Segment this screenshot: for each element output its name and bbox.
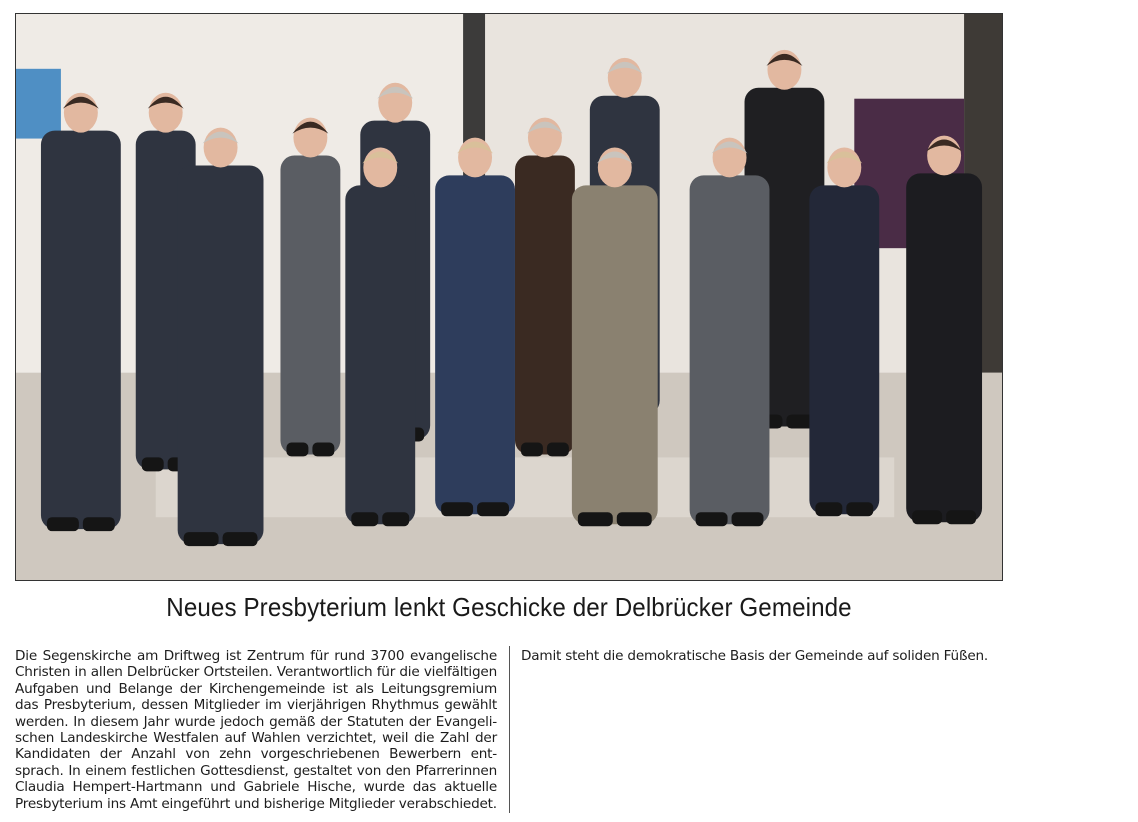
person-body (809, 185, 879, 514)
person-shoe (223, 532, 258, 546)
blue-banner (16, 69, 61, 139)
person-shoe (184, 532, 219, 546)
person-body (690, 175, 770, 524)
body-line: Claudia Hempert-Hartmann und Gabriele Hische, wurde das aktuelle (15, 779, 497, 796)
person-shoe (441, 502, 473, 516)
person-shoe (617, 512, 652, 526)
person-shoe (946, 510, 976, 524)
body-line: Aufgaben und Belange der Kirchengemeinde ist als Leitungsgremium (15, 680, 497, 697)
body-line: Presbyterium ins Amt eingeführt und bisherige Mitglieder verabschiedet. (15, 795, 497, 812)
person-shoe (477, 502, 509, 516)
article-body-column-2: Damit steht die demokratische Basis der Gemeinde auf soliden Füßen. (521, 648, 989, 664)
person-body (435, 175, 515, 514)
body-line: das Presbyterium, dessen Mitglieder im vierjährigen Rhythmus gewählt (15, 697, 497, 714)
step (156, 457, 895, 517)
person-body (515, 156, 575, 455)
person-body (280, 156, 340, 455)
group-photo (15, 13, 1003, 581)
person-shoe (732, 512, 764, 526)
body-line: Kandidaten der Anzahl von zehn vorgeschriebenen Bewerbern ent- (15, 746, 497, 763)
person-body (41, 131, 121, 530)
article-headline: Neues Presbyterium lenkt Geschicke der Delbrücker Gemeinde (166, 592, 852, 622)
body-line: Christen in allen Delbrücker Ortsteilen. Verantwortlich für die vielfältigen (15, 664, 497, 681)
person-shoe (521, 442, 543, 456)
person-body (572, 185, 658, 524)
person-body (345, 185, 415, 524)
person-shoe (815, 502, 842, 516)
group-photo-illustration (16, 14, 1002, 580)
person-shoe (351, 512, 378, 526)
person-shoe (696, 512, 728, 526)
person-shoe (47, 517, 79, 531)
body-line: sprach. In einem festlichen Gottesdienst, gestaltet von den Pfarrerinnen (15, 762, 497, 779)
body-line: werden. In diesem Jahr wurde jedoch gemäß der Statuten der Evangeli- (15, 713, 497, 730)
person-shoe (846, 502, 873, 516)
person-shoe (912, 510, 942, 524)
person-shoe (312, 442, 334, 456)
person-shoe (83, 517, 115, 531)
person-shoe (578, 512, 613, 526)
person-body (906, 173, 982, 522)
person-shoe (142, 457, 164, 471)
body-line: Die Segenskirche am Driftweg ist Zentrum für rund 3700 evangelische (15, 648, 497, 664)
column-divider (509, 646, 510, 813)
person-body (178, 165, 264, 544)
person-shoe (382, 512, 409, 526)
person-shoe (286, 442, 308, 456)
person-shoe (547, 442, 569, 456)
article-body-column-1 (15, 648, 497, 812)
body-line: schen Landeskirche Westfalen auf Wahlen verzichtet, weil die Zahl der (15, 730, 497, 747)
